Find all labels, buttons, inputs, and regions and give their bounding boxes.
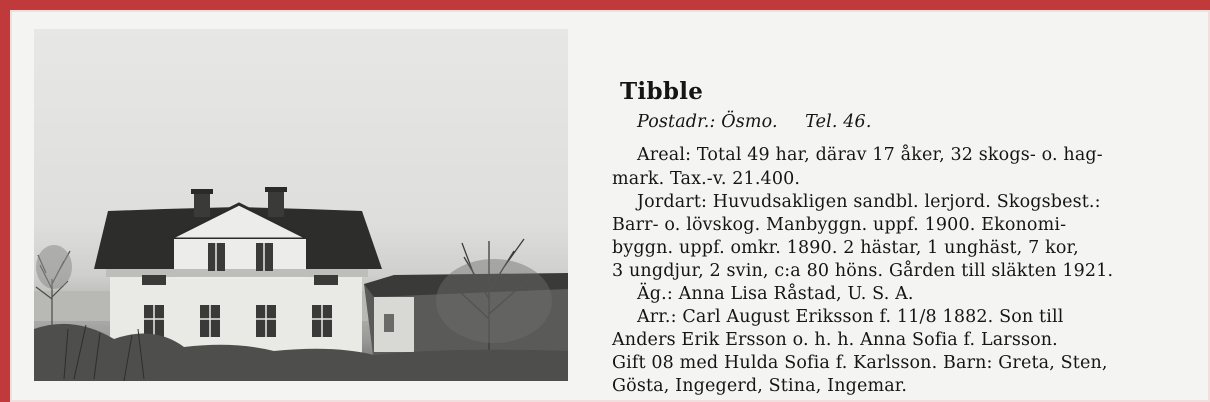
text-line-5: byggn. uppf. omkr. 1890. 2 hästar, 1 unghäst, 7 kor, (612, 238, 1079, 258)
postal-address: Postadr.: Ösmo. (637, 112, 778, 132)
farmhouse-photograph (34, 29, 568, 381)
text-line-7: Äg.: Anna Lisa Råstad, U. S. A. (637, 284, 914, 304)
postal-line (637, 112, 872, 132)
text-line-2: mark. Tax.-v. 21.400. (612, 169, 801, 189)
text-line-3: Jordart: Huvudsakligen sandbl. lerjord. Skogsbest.: (637, 192, 1101, 212)
text-line-9: Anders Erik Ersson o. h. h. Anna Sofia f. Larsson. (612, 330, 1058, 350)
text-line-10: Gift 08 med Hulda Sofia f. Karlsson. Barn: Greta, Sten, (612, 353, 1108, 373)
farmhouse-illustration (34, 29, 568, 381)
text-line-8: Arr.: Carl August Eriksson f. 11/8 1882. Son till (637, 307, 1064, 327)
telephone: Tel. 46. (805, 112, 872, 132)
text-line-4: Barr- o. lövskog. Manbyggn. uppf. 1900. Ekonomi- (612, 215, 1067, 235)
text-line-1: Areal: Total 49 har, därav 17 åker, 32 skogs- o. hag- (637, 145, 1103, 165)
text-line-11: Gösta, Ingegerd, Stina, Ingemar. (612, 376, 908, 396)
entry-title: Tibble (620, 78, 704, 105)
page-scan (10, 10, 1210, 402)
text-line-6: 3 ungdjur, 2 svin, c:a 80 höns. Gården till släkten 1921. (612, 261, 1114, 281)
